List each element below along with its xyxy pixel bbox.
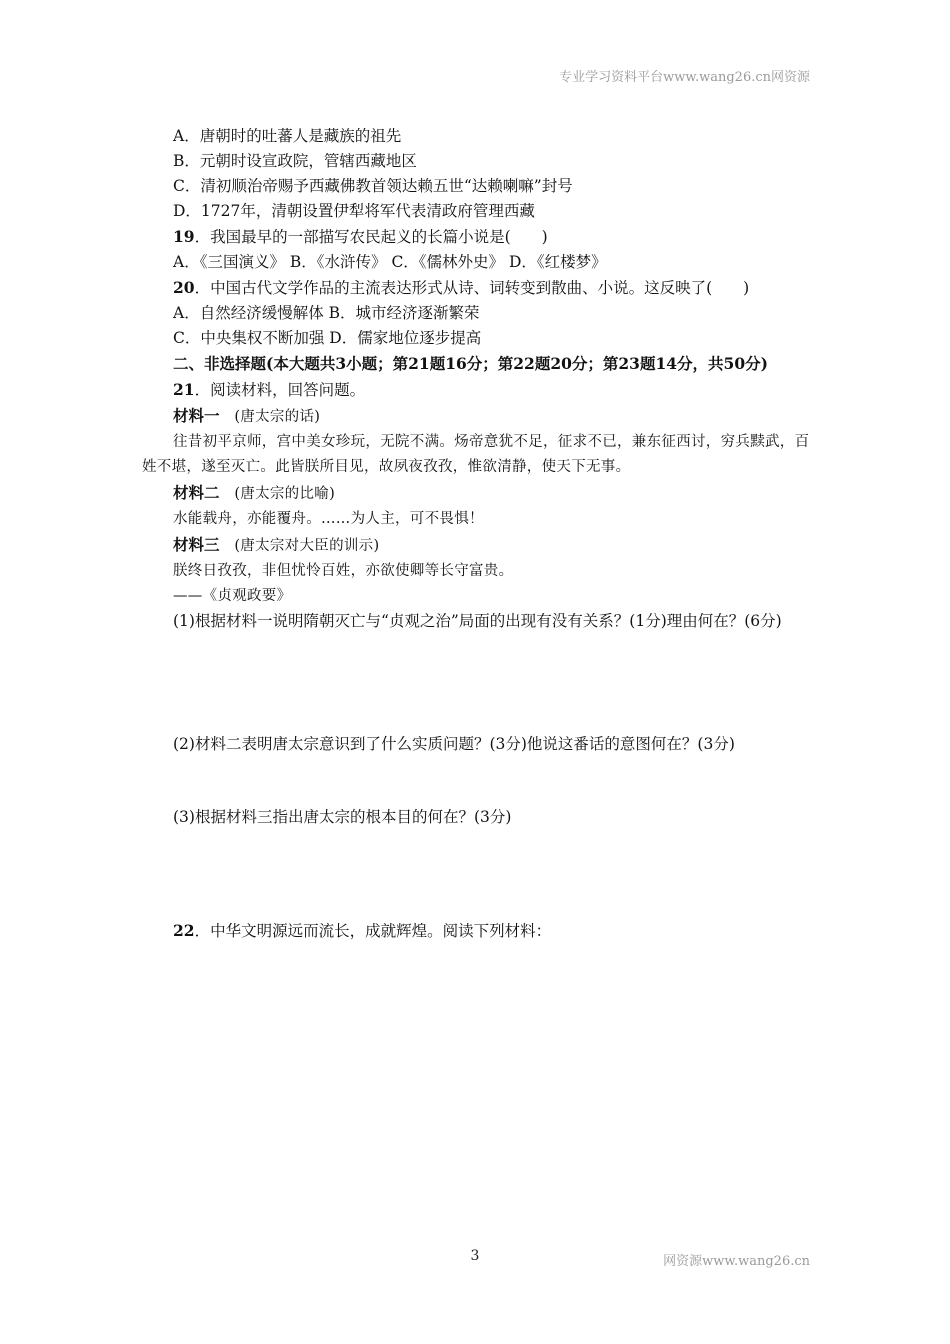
material-2-text: 水能载舟，亦能覆舟。……为人主，可不畏惧！	[173, 511, 484, 527]
answer-space-2	[142, 757, 812, 805]
question-19-number: 19	[173, 227, 195, 246]
footer-watermark: 网资源www.wang26.cn	[663, 1254, 810, 1269]
page-content	[142, 124, 812, 944]
material-3-heading	[142, 532, 812, 559]
option-c: C．清初顺治帝赐予西藏佛教首领达赖五世“达赖喇嘛”封号	[173, 177, 573, 195]
question-20-stem: ．中国古代文学作品的主流表达形式从诗、词转变到散曲、小说。这反映了( )	[194, 279, 750, 297]
sub-question-3: (3)根据材料三指出唐太宗的根本目的何在？(3分)	[173, 808, 512, 826]
question-20-options-2: C．中央集权不断加强 D．儒家地位逐步提高	[173, 329, 482, 347]
header-watermark: 专业学习资料平台www.wang26.cn网资源	[559, 70, 810, 85]
material-3-note: (唐太宗对大臣的训示)	[219, 538, 380, 554]
section-2-title-text: 二、非选择题(本大题共3小题；第21题16分；第22题20分；第23题14分，共50分)	[173, 354, 768, 373]
option-b: B．元朝时设宣政院，管辖西藏地区	[173, 152, 417, 170]
question-19-options: A．《三国演义》 B．《水浒传》 C．《儒林外史》 D．《红楼梦》	[173, 253, 607, 271]
material-2-label: 材料二	[173, 483, 220, 502]
material-1-heading	[142, 403, 812, 430]
material-source: ——《贞观政要》	[173, 588, 292, 604]
question-19-stem: ．我国最早的一部描写农民起义的长篇小说是( )	[194, 228, 548, 246]
material-1-text: 往昔初平京师，宫中美女珍玩，无院不满。炀帝意犹不足，征求不已，兼东征西讨，穷兵黩武，百姓不堪，遂至灭亡。此皆朕所目见，故夙夜孜孜，惟欲清静，使天下无事。	[142, 434, 810, 475]
material-2-note: (唐太宗的比喻)	[219, 486, 336, 502]
question-22-number: 22	[173, 921, 195, 940]
material-3-text: 朕终日孜孜，非但忧怜百姓，亦欲使卿等长守富贵。	[173, 563, 514, 579]
question-19	[142, 224, 812, 250]
sub-question-1: (1)根据材料一说明隋朝灭亡与“贞观之治”局面的出现有没有关系？(1分)理由何在？(6分)	[173, 612, 782, 630]
answer-space-1	[142, 634, 812, 732]
page-number: 3	[470, 1248, 480, 1264]
question-21	[142, 377, 812, 403]
question-22-stem: ．中华文明源远而流长，成就辉煌。阅读下列材料：	[194, 922, 552, 940]
sub-question-2: (2)材料二表明唐太宗意识到了什么实质问题？(3分)他说这番话的意图何在？(3分)	[173, 735, 735, 753]
material-3-label: 材料三	[173, 535, 220, 554]
material-1-label: 材料一	[173, 406, 220, 425]
question-20-options-1: A．自然经济缓慢解体 B．城市经济逐渐繁荣	[173, 304, 480, 322]
question-20-number: 20	[173, 278, 195, 297]
question-21-number: 21	[173, 380, 195, 399]
option-a: A．唐朝时的吐蕃人是藏族的祖先	[173, 127, 402, 145]
answer-space-3	[142, 830, 812, 918]
option-d: D．1727年，清朝设置伊犁将军代表清政府管理西藏	[173, 202, 535, 220]
material-1-note: (唐太宗的话)	[219, 409, 321, 425]
question-20	[142, 275, 812, 301]
material-2-heading	[142, 480, 812, 507]
question-21-stem: ．阅读材料，回答问题。	[194, 381, 366, 399]
section-2-title	[142, 351, 812, 377]
question-22	[142, 918, 812, 944]
